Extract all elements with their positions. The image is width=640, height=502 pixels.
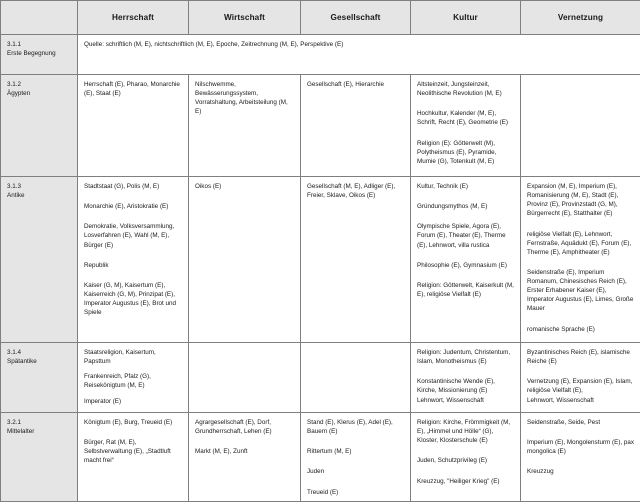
epoch-code: 3.2.1 — [7, 418, 72, 427]
content-entry: Markt (M, E), Zunft — [195, 447, 295, 456]
cell-aegypten-gesellschaft — [301, 75, 411, 177]
content-entry: Gesellschaft (E), Hierarchie — [307, 80, 405, 89]
content-entry: Agrargesellschaft (E), Dorf, Grundherrschaft, Lehen (E) — [195, 418, 295, 436]
epoch-name: Erste Begegnung — [7, 49, 72, 58]
cell-erste-begegnung-all-columns — [78, 35, 640, 75]
content-entry: Republik — [84, 261, 183, 270]
table-header-row — [1, 1, 640, 35]
cell-aegypten-vernetzung — [521, 75, 640, 177]
content-entry: Demokratie, Volksversammlung, Losverfahren (E), Wahl (M, E), Bürger (E) — [84, 222, 183, 249]
column-header-vernetzung: Vernetzung — [521, 1, 640, 35]
table-row — [1, 413, 640, 502]
table-row — [1, 177, 640, 343]
epoch-cell-spaetantike — [1, 343, 78, 413]
cell-spaetantike-herrschaft — [78, 343, 189, 413]
content-entry: Lehnwort, Wissenschaft — [417, 396, 515, 405]
cell-antike-kultur — [411, 177, 521, 343]
table-row — [1, 35, 640, 75]
content-entry: Imperium (E), Mongolensturm (E), pax mongolica (E) — [527, 438, 635, 456]
content-entry: Monarchie (E), Aristokratie (E) — [84, 202, 183, 211]
content-entry: Nilschwemme, Bewässerungssystem, Vorratshaltung, Arbeitsteilung (M, E) — [195, 80, 295, 117]
content-entry: Kultur, Technik (E) — [417, 182, 515, 191]
content-entry: Quelle: schriftlich (M, E), nichtschriftlich (M, E), Epoche, Zeitrechnung (M, E), Perspektive (E) — [84, 40, 635, 49]
content-entry: Staatsreligion, Kaisertum, Papsttum — [84, 348, 183, 366]
content-entry: Olympische Spiele, Agora (E), Forum (E), Theater (E), Therme (E), Lehnwort, villa rustica — [417, 222, 515, 249]
epoch-cell-aegypten — [1, 75, 78, 177]
header-corner-cell — [1, 1, 78, 35]
column-header-herrschaft: Herrschaft — [78, 1, 189, 35]
content-entry: Seidenstraße (E), Imperium Romanum, Chinesisches Reich (E), Erster Erhabener Kaiser (E), Imperator Augustus (E), Limes, Große Mauer — [527, 268, 635, 314]
content-entry: Gesellschaft (M, E), Adliger (E), Freier, Sklave, Oikos (E) — [307, 182, 405, 200]
content-entry: Stadtstaat (G), Polis (M, E) — [84, 182, 183, 191]
content-entry: Imperator (E) — [84, 397, 183, 406]
cell-antike-herrschaft — [78, 177, 189, 343]
table-row — [1, 343, 640, 413]
column-header-gesellschaft: Gesellschaft — [301, 1, 411, 35]
epoch-name: Mittelalter — [7, 427, 72, 436]
cell-antike-vernetzung — [521, 177, 640, 343]
epoch-name: Antike — [7, 191, 72, 200]
content-entry: Königtum (E), Burg, Treueid (E) — [84, 418, 183, 427]
cell-aegypten-kultur — [411, 75, 521, 177]
epoch-code: 3.1.2 — [7, 80, 72, 89]
content-entry: Vernetzung (E), Expansion (E), Islam, religiöse Vielfalt (E), — [527, 377, 635, 395]
cell-antike-gesellschaft — [301, 177, 411, 343]
content-entry: Juden — [307, 467, 405, 476]
epoch-cell-mittelalter — [1, 413, 78, 502]
content-entry: religiöse Vielfalt (E), Lehnwort, Fernstraße, Aquädukt (E), Forum (E), Therme (E), Amphitheater (E) — [527, 230, 635, 257]
epoch-name: Spätantike — [7, 357, 72, 366]
cell-mittelalter-kultur — [411, 413, 521, 502]
cell-mittelalter-gesellschaft — [301, 413, 411, 502]
column-header-kultur: Kultur — [411, 1, 521, 35]
content-entry: Philosophie (E), Gymnasium (E) — [417, 261, 515, 270]
epoch-code: 3.1.3 — [7, 182, 72, 191]
cell-spaetantike-vernetzung — [521, 343, 640, 413]
content-entry: Religion (E): Götterwelt (M), Polytheismus (E), Pyramide, Mumie (G), Totenkult (M, E) — [417, 139, 515, 166]
content-entry: Stand (E), Klerus (E), Adel (E), Bauern (E) — [307, 418, 405, 436]
table-row — [1, 75, 640, 177]
cell-antike-wirtschaft — [189, 177, 301, 343]
content-entry: Rittertum (M, E) — [307, 447, 405, 456]
epoch-code: 3.1.4 — [7, 348, 72, 357]
content-entry: romanische Sprache (E) — [527, 325, 635, 334]
epoch-cell-antike — [1, 177, 78, 343]
content-entry: Expansion (M, E), Imperium (E), Romanisierung (M, E), Stadt (E), Provinz (E), Provinzstadt (G, M), Bürgerrecht (E), Statthalter (E) — [527, 182, 635, 219]
content-entry: Herrschaft (E), Pharao, Monarchie (E), Staat (E) — [84, 80, 183, 98]
cell-aegypten-wirtschaft — [189, 75, 301, 177]
cell-spaetantike-kultur — [411, 343, 521, 413]
content-entry: Bürger, Rat (M, E), Selbstverwaltung (E), „Stadtluft macht frei“ — [84, 438, 183, 465]
content-entry: Seidenstraße, Seide, Pest — [527, 418, 635, 427]
cell-mittelalter-herrschaft — [78, 413, 189, 502]
content-entry: Kreuzzug — [527, 467, 635, 476]
content-entry: Byzantinisches Reich (E), islamische Reiche (E) — [527, 348, 635, 366]
content-entry: Kreuzzug, "Heiliger Krieg" (E) — [417, 477, 515, 486]
content-entry: Frankenreich, Pfalz (G), Reisekönigtum (M, E) — [84, 372, 183, 390]
cell-mittelalter-vernetzung — [521, 413, 640, 502]
cell-aegypten-herrschaft — [78, 75, 189, 177]
epoch-name: Ägypten — [7, 89, 72, 98]
content-entry: Lehnwort, Wissenschaft — [527, 396, 635, 405]
content-entry: Konstantinische Wende (E), Kirche, Missionierung (E) — [417, 377, 515, 395]
content-entry: Oikos (E) — [195, 182, 295, 191]
column-header-wirtschaft: Wirtschaft — [189, 1, 301, 35]
content-entry: Altsteinzeit, Jungsteinzeit, Neolithische Revolution (M, E) — [417, 80, 515, 98]
content-entry: Religion: Kirche, Frömmigkeit (M, E), „Himmel und Hölle“ (G), Kloster, Klosterschule (E) — [417, 418, 515, 445]
epoch-cell-erste-begegnung — [1, 35, 78, 75]
content-entry: Kaiser (G, M), Kaisertum (E), Kaiserreich (G, M), Prinzipat (E), Imperator Augustus (E), Brot und Spiele — [84, 281, 183, 318]
content-entry: Treueid (E) — [307, 488, 405, 497]
content-entry: Religion: Götterwelt, Kaiserkult (M, E), religiöse Vielfalt (E) — [417, 281, 515, 299]
content-entry: Juden, Schutzprivileg (E) — [417, 456, 515, 465]
content-entry: Gründungsmythos (M, E) — [417, 202, 515, 211]
content-entry: Hochkultur, Kalender (M, E), Schrift, Recht (E), Geometrie (E) — [417, 109, 515, 127]
epoch-code: 3.1.1 — [7, 40, 72, 49]
content-entry: Religion: Judentum, Christentum, Islam, Monotheismus (E) — [417, 348, 515, 366]
cell-spaetantike-wirtschaft — [189, 343, 301, 413]
cell-mittelalter-wirtschaft — [189, 413, 301, 502]
cell-spaetantike-gesellschaft — [301, 343, 411, 413]
